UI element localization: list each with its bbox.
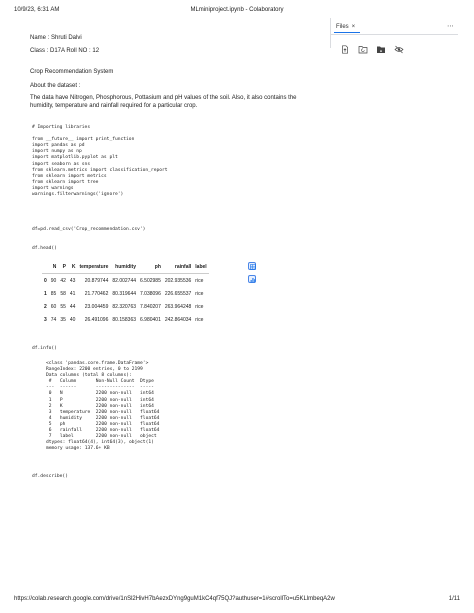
table-row <box>42 313 209 326</box>
table-cell: 7.038096 <box>140 290 161 297</box>
convert-to-table-button[interactable] <box>248 262 256 270</box>
column-header <box>42 260 49 274</box>
table-cell: 42 <box>60 277 66 284</box>
suggest-charts-button[interactable] <box>248 275 256 283</box>
code-cell-imports[interactable]: # Importing libraries from __future__ import print_function import pandas as pd import numpy as np import matplotlib.pyplot as plt import seaborn as sns from sklearn.metrics import classification_report from sklearn import metrics from sklearn import tree import warnings warnings.filterwarnings('ignore') <box>32 125 168 198</box>
table-cell: 242.864034 <box>164 316 192 323</box>
table-cell: 226.655537 <box>164 290 192 297</box>
print-title: MLminiproject.ipynb - Colaboratory <box>190 7 284 13</box>
column-header: rainfall <box>174 263 192 270</box>
panel-divider-vertical <box>330 18 331 48</box>
panel-divider <box>330 34 458 35</box>
files-tab-label: Files <box>336 24 349 30</box>
code-cell-info[interactable]: df.info() <box>32 346 57 351</box>
page-number: 1/11 <box>448 596 460 602</box>
table-cell: 35 <box>60 316 66 323</box>
table-cell: 44 <box>69 303 76 310</box>
class-info: Class : D17A Roll NO : 12 <box>30 48 100 54</box>
drive-folder-icon[interactable] <box>376 41 386 50</box>
page-url: https://colab.research.google.com/drive/1nSl2HivH7bAezxDYng9guM1kC4qf75QJ?authuser=1#scrollTo=u5KLlmbeqA2w <box>14 596 335 602</box>
more-options-icon[interactable]: ⋯ <box>447 23 454 30</box>
upload-file-icon[interactable] <box>340 41 350 50</box>
row-index: 1 <box>44 290 47 297</box>
table-cell: 41 <box>69 290 76 297</box>
column-header: K <box>71 263 76 270</box>
table-icon <box>249 263 257 271</box>
table-cell: 85 <box>50 290 57 297</box>
code-cell-read-csv[interactable]: df=pd.read_csv('Crop_recommendation.csv') <box>32 227 146 232</box>
table-cell: rice <box>195 316 204 323</box>
column-header: P <box>62 263 66 270</box>
table-cell: 20.879744 <box>84 277 109 284</box>
close-icon[interactable]: × <box>351 24 356 30</box>
table-cell: 90 <box>50 277 57 284</box>
table-cell: rice <box>195 290 204 297</box>
print-header <box>0 4 474 16</box>
print-footer <box>0 596 474 606</box>
table-cell: rice <box>195 277 204 284</box>
table-cell: 82.002744 <box>112 277 137 284</box>
active-tab-indicator <box>334 32 360 33</box>
table-cell: 82.320763 <box>112 303 137 310</box>
files-panel <box>330 18 458 48</box>
table-cell: 60 <box>50 303 57 310</box>
about-heading: About the dataset : <box>30 83 81 89</box>
files-tab[interactable] <box>336 24 355 30</box>
head-output-table <box>42 260 209 326</box>
table-row <box>42 300 209 313</box>
table-cell: 26.491096 <box>84 316 109 323</box>
table-cell: rice <box>195 303 204 310</box>
column-header: N <box>52 263 57 270</box>
author-name: Name : Shruti Dalvi <box>30 35 82 41</box>
files-toolbar <box>340 41 404 50</box>
table-cell: 263.964248 <box>164 303 192 310</box>
table-cell: 74 <box>50 316 57 323</box>
table-cell: 55 <box>60 303 66 310</box>
table-header-row <box>42 260 209 274</box>
column-header: label <box>195 263 207 270</box>
table-cell: 6.502985 <box>140 277 161 284</box>
table-cell: 23.004459 <box>84 303 109 310</box>
table-cell: 21.770462 <box>84 290 109 297</box>
table-cell: 58 <box>60 290 66 297</box>
table-cell: 80.319644 <box>112 290 137 297</box>
table-cell: 43 <box>69 277 76 284</box>
table-row <box>42 287 209 300</box>
column-header: ph <box>154 263 161 270</box>
print-date: 10/9/23, 6:31 AM <box>14 7 60 13</box>
code-cell-describe[interactable]: df.describe() <box>32 474 68 479</box>
hide-files-icon[interactable] <box>394 41 404 50</box>
table-cell: 40 <box>69 316 76 323</box>
column-header: temperature <box>79 263 109 270</box>
row-index: 2 <box>44 303 47 310</box>
column-header: humidity <box>115 263 137 270</box>
project-title: Crop Recommendation System <box>30 69 114 75</box>
table-cell: 80.158363 <box>112 316 137 323</box>
table-row <box>42 274 209 288</box>
bar-chart-icon <box>249 276 257 284</box>
code-cell-head[interactable]: df.head() <box>32 246 57 251</box>
table-cell: 6.980401 <box>140 316 161 323</box>
row-index: 3 <box>44 316 47 323</box>
row-index: 0 <box>44 277 47 284</box>
refresh-folder-icon[interactable] <box>358 41 368 50</box>
table-cell: 7.840207 <box>140 303 161 310</box>
table-cell: 202.935536 <box>164 277 192 284</box>
info-output: <class 'pandas.core.frame.DataFrame'> RangeIndex: 2200 entries, 0 to 2199 Data columns (total 8 columns): # Column Non-Null Count Dtype --- ------ -------------- ----- 0 N 2200 non-null int64 1 P 2200 non-null int64 2 K 2200 non-null int64 3 temperature 2200 non-null float64 4 humidity 2200 non-null float64 5 ph 2200 non-null float64 6 rainfall 2200 non-null float64 7 label 2200 non-null object dtypes: float64(4), int64(3), object(1) memory usage: 137.6+ KB <box>46 361 160 452</box>
about-text: The data have Nitrogen, Phosphorous, Pottasium and pH values of the soil. Also, it also contains the humidity, temperature and rainfall required for a particular crop. <box>30 95 297 109</box>
